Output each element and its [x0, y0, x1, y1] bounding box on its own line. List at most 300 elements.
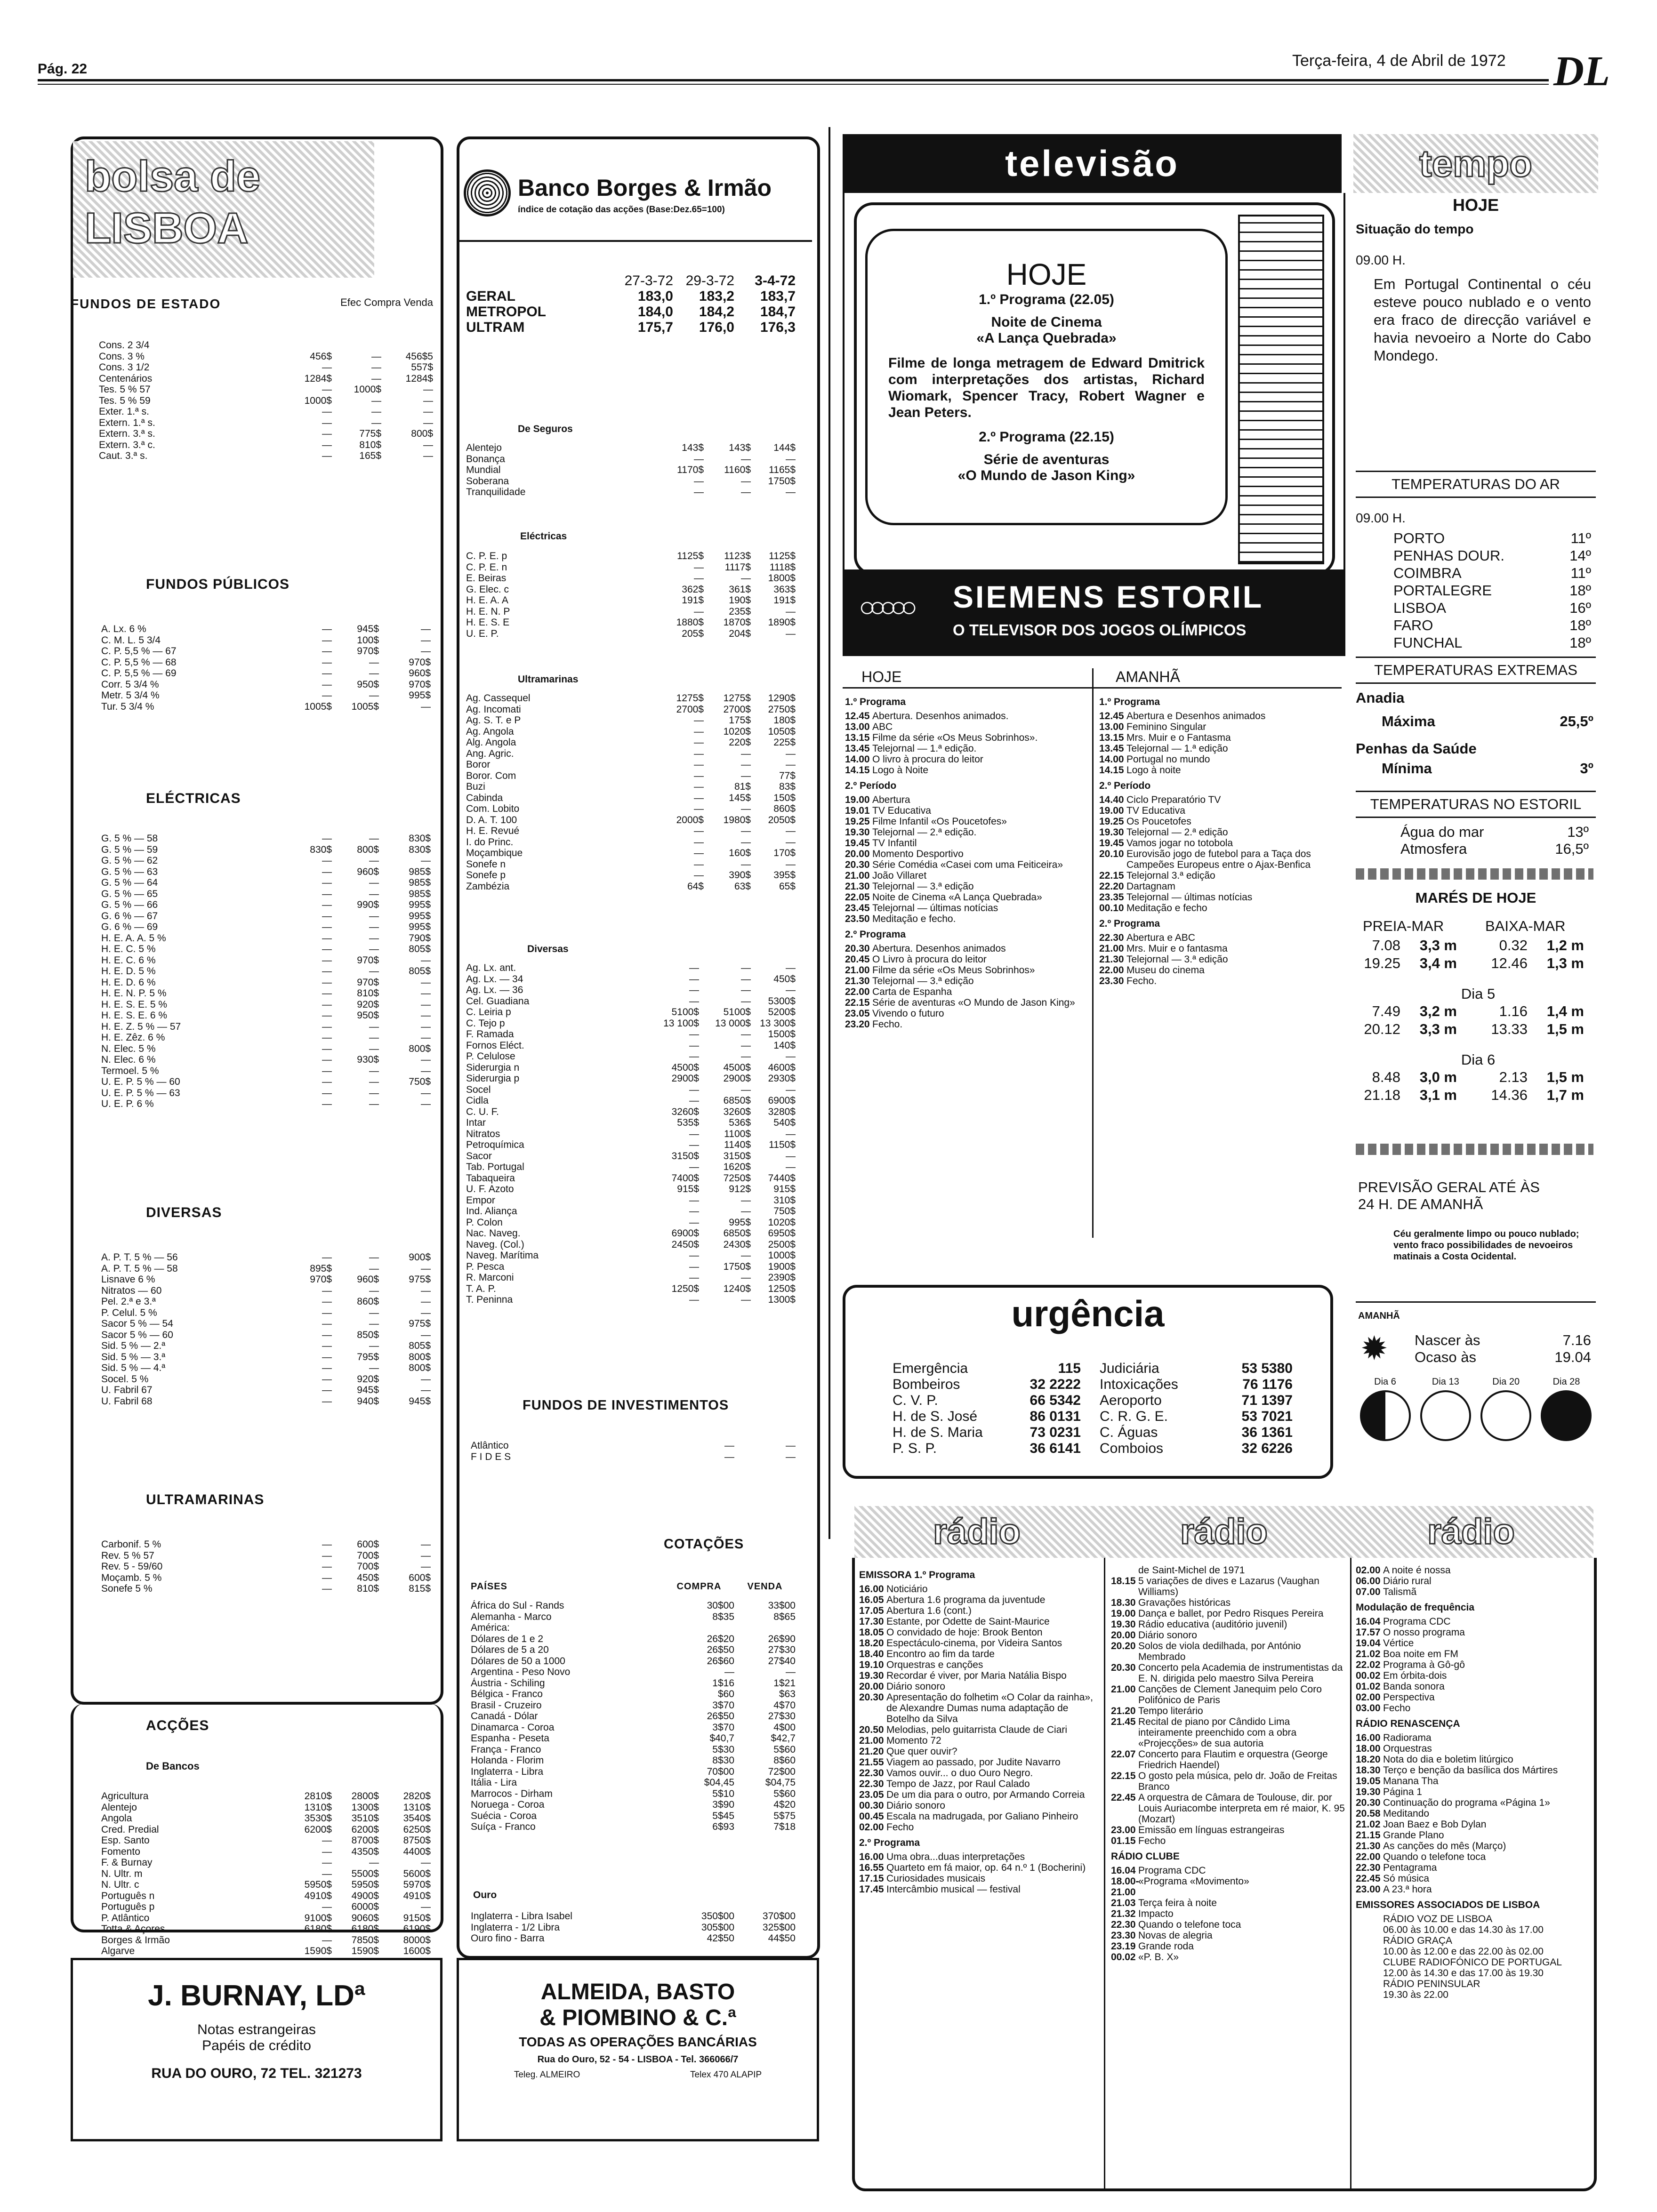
temperaturas-estoril-title: TEMPERATURAS NO ESTORIL	[1356, 791, 1596, 818]
extremas-block	[1356, 689, 1593, 777]
schedule-time: 20.50	[859, 1724, 884, 1735]
cell-value: —	[322, 1021, 332, 1032]
cell-value: —	[786, 825, 796, 836]
table-row	[471, 1600, 796, 1611]
cell-name: C. P. 5,5 % — 67	[101, 646, 177, 657]
cell-value: 1020$	[723, 726, 751, 737]
table-row	[101, 1054, 431, 1066]
cell-value: 2700$	[723, 704, 751, 715]
schedule-item	[1356, 1979, 1586, 1989]
cell-value: 3530$	[304, 1813, 332, 1824]
cell-value: $60	[717, 1689, 734, 1699]
schedule-desc: Os Poucetofes	[1126, 816, 1191, 827]
table-row	[101, 1088, 431, 1099]
cell-value: 190$	[729, 595, 751, 606]
urgencia-label: C. R. G. E.	[1100, 1409, 1168, 1424]
cell-name: A. P. T. 5 % — 56	[101, 1252, 178, 1263]
cell-value: 310$	[773, 1194, 796, 1206]
table-row	[466, 1228, 796, 1239]
schedule-desc: Fecho	[1138, 1835, 1166, 1846]
cell-value: 830$	[409, 844, 431, 855]
radio-column-3	[1356, 1565, 1586, 2000]
sun-icon: ✹	[1360, 1330, 1388, 1367]
cell-value: 2900$	[723, 1073, 751, 1084]
cell-value: 810$	[359, 439, 381, 450]
schedule-item	[845, 903, 1085, 914]
cell-name: Nitratos — 60	[101, 1285, 162, 1296]
schedule-time: 21.45	[1111, 1716, 1136, 1727]
cell-value: 140$	[773, 1040, 796, 1051]
cell-value: —	[322, 977, 332, 988]
cell-name: Noruega - Coroa	[471, 1799, 545, 1810]
cell-name: Bélgica - Franco	[471, 1689, 543, 1699]
schedule-time: 14.15	[1099, 765, 1124, 776]
schedule-desc: Abertura 1.6 programa da juventude	[886, 1595, 1046, 1605]
cell-name: G. 5 % — 66	[101, 899, 158, 910]
cell-name: H. E. N. P	[466, 606, 510, 617]
table-row	[466, 1184, 796, 1195]
schedule-desc: Apresentação do folhetim «O Colar da rainha», de Alexandre Dumas numa adaptação de Botelho da Silva	[886, 1692, 1093, 1724]
schedule-desc: Momento Desportivo	[872, 849, 964, 859]
cell-value: 6000$	[351, 1901, 379, 1912]
schedule-time: 21.20	[1111, 1706, 1136, 1716]
cell-value: 1600$	[403, 1946, 431, 1956]
schedule-time: 22.30	[859, 1768, 884, 1779]
cell-value: 205$	[682, 628, 704, 639]
cell-name: Atlântico	[471, 1440, 509, 1451]
cell-name: Alg. Angola	[466, 737, 516, 748]
radio-banner-text-2: rádio	[1180, 1512, 1268, 1552]
schedule-desc: Abertura 1.6 (cont.)	[886, 1605, 972, 1616]
cell-value: 1620$	[723, 1162, 751, 1172]
urgencia-label: Intoxicações	[1100, 1377, 1178, 1392]
cell-value: 1310$	[403, 1802, 431, 1813]
tv-set	[854, 202, 1335, 575]
urgencia-label: C. V. P.	[893, 1393, 938, 1408]
table-row	[101, 701, 431, 713]
table-row	[101, 1550, 431, 1562]
schedule-desc: de Saint-Michel de 1971	[1138, 1565, 1245, 1576]
cell-value: 700$	[357, 1561, 379, 1572]
cell-name: C. M. L. 5 3/4	[101, 634, 161, 646]
schedule-time: 13.45	[845, 743, 870, 754]
cell-value: 750$	[409, 1076, 431, 1087]
schedule-desc: Vértice	[1383, 1638, 1414, 1649]
cell-value: 70$00	[707, 1766, 734, 1777]
cell-value: —	[694, 561, 704, 573]
cell-name: Rev. 5 - 59/60	[101, 1561, 163, 1572]
cell-value: —	[369, 1307, 379, 1318]
schedule-item	[1356, 1873, 1586, 1884]
cell-value: 6190$	[403, 1923, 431, 1934]
schedule-time: 23.19	[1111, 1941, 1136, 1952]
cell-value: 1125$	[769, 551, 796, 561]
schedule-item	[1099, 743, 1339, 754]
cell-value: —	[421, 1539, 431, 1550]
borges-title: Banco Borges & Irmão	[518, 175, 772, 201]
cell-value: 3$70	[712, 1699, 734, 1711]
schedule-desc: Que quer ouvir?	[886, 1746, 957, 1757]
table-row	[466, 487, 796, 498]
cell-value: —	[694, 475, 704, 487]
cell-name: Petroquímica	[466, 1139, 524, 1150]
schedule-desc: O gosto pela música, pelo dr. João de Freitas Branco	[1138, 1771, 1337, 1792]
fundos-estado-section	[71, 297, 433, 462]
cell-value: —	[369, 1285, 379, 1296]
schedule-item	[1111, 1771, 1346, 1792]
tide-low-height: 1,3 m	[1546, 955, 1584, 971]
schedule-item	[1099, 754, 1339, 765]
schedule-item	[1099, 903, 1339, 914]
cell-value: —	[322, 668, 332, 679]
cell-value: —	[423, 417, 433, 428]
cell-name: P. Celul. 5 %	[101, 1307, 157, 1318]
cell-value: —	[724, 1667, 734, 1677]
schedule-time: 00.45	[859, 1811, 884, 1822]
cell-value: —	[322, 417, 332, 428]
cell-value: 995$	[409, 922, 431, 932]
cell-value: —	[369, 877, 379, 888]
cell-value: 1125$	[677, 551, 704, 561]
schedule-time: 14.40	[1099, 794, 1124, 805]
urgencia-number: 86 0131	[1030, 1409, 1081, 1424]
cell-value: 970$	[409, 657, 431, 668]
table-row	[466, 793, 796, 804]
schedule-time: 19.30	[859, 1670, 884, 1681]
cell-name: H. E. N. P. 5 %	[101, 988, 167, 999]
cell-value: 970$	[409, 679, 431, 690]
schedule-item	[1356, 1776, 1586, 1787]
table-row	[101, 1935, 431, 1946]
cell-value: 1310$	[304, 1802, 332, 1813]
table-row	[466, 985, 796, 996]
cell-value: 100$	[357, 634, 379, 646]
schedule-item	[1111, 1630, 1346, 1641]
schedule-desc: Fecho.	[1126, 976, 1157, 986]
cell-value: 8$35	[712, 1611, 734, 1622]
schedule-desc: Encontro ao fim da tarde	[886, 1649, 995, 1659]
cell-name: Com. Lobito	[466, 803, 520, 814]
cell-name: U. F. Azoto	[466, 1184, 514, 1194]
cell-value: —	[786, 1162, 796, 1172]
cell-name: Tab. Portugal	[466, 1162, 524, 1172]
cell-value: 1890$	[768, 617, 796, 628]
schedule-item	[859, 1822, 1099, 1833]
table-row	[466, 704, 796, 715]
schedule-time: 16.05	[859, 1595, 884, 1605]
cell-value: —	[369, 1318, 379, 1329]
schedule-desc: Filme da série «Os Meus Sobrinhos».	[872, 732, 1038, 743]
city-name: PENHAS DOUR.	[1393, 547, 1504, 564]
schedule-item	[1356, 1787, 1586, 1797]
schedule-heading: 1.º Programa	[1099, 697, 1160, 707]
schedule-time: 18.00-21.00	[1111, 1876, 1139, 1898]
table-row	[101, 833, 431, 844]
table-row	[466, 465, 796, 476]
cell-name: Ag. Lx. — 34	[466, 973, 523, 985]
cell-value: 700$	[357, 1550, 379, 1561]
schedule-item	[1111, 1952, 1346, 1963]
cell-value: —	[421, 1857, 431, 1868]
cell-value: 8$60	[773, 1755, 796, 1766]
cell-name: P. Colon	[466, 1217, 503, 1228]
cell-name: Ag. Lx. ant.	[466, 962, 516, 973]
schedule-heading: 2.º Programa	[1099, 918, 1160, 929]
schedule-time: 21.20	[859, 1746, 884, 1757]
cell-value: —	[322, 1901, 332, 1912]
cell-name: França - Franco	[471, 1744, 541, 1755]
cell-value: 191$	[773, 595, 796, 606]
cell-name: Ouro fino - Barra	[471, 1933, 545, 1944]
schedule-time: 19.30	[845, 827, 870, 838]
schedule-time: 23.00	[1356, 1884, 1381, 1895]
tide-high-height: 3,2 m	[1419, 1003, 1457, 1019]
cell-value: 1500$	[768, 1029, 796, 1040]
cell-value: —	[786, 1667, 796, 1677]
cell-value: —	[322, 932, 332, 944]
table-row	[471, 1711, 796, 1722]
cell-name: Alentejo	[466, 442, 502, 453]
schedule-item	[1356, 1565, 1586, 1576]
schedule-time: 19.05	[1356, 1776, 1381, 1787]
cell-value: —	[369, 1076, 379, 1087]
cell-value: 536$	[729, 1117, 751, 1128]
table-row	[466, 748, 796, 760]
table-row	[101, 635, 431, 646]
cell-value: 1$21	[773, 1677, 796, 1689]
cell-value: —	[421, 1098, 431, 1109]
cell-value: —	[322, 1362, 332, 1373]
schedule-time: 22.30	[1111, 1919, 1136, 1930]
cell-value: 363$	[773, 584, 796, 595]
tv-hoje-title: HOJE	[861, 668, 902, 685]
almeida-line3: Teleg. ALMEIRO	[514, 2070, 580, 2080]
cell-value: —	[322, 1395, 332, 1407]
cell-value: —	[322, 1561, 332, 1572]
table-row	[99, 450, 433, 462]
schedule-item	[859, 1692, 1099, 1724]
cell-value: —	[724, 1451, 734, 1462]
cell-value: —	[741, 1294, 751, 1305]
table-row	[101, 922, 431, 933]
cell-value: —	[369, 922, 379, 932]
schedule-item	[1356, 1627, 1586, 1638]
schedule-time: 19.25	[845, 816, 870, 827]
cell-value: 990$	[357, 899, 379, 910]
schedule-time: 16.00	[859, 1851, 884, 1862]
table-row	[466, 770, 796, 782]
cell-value: 2390$	[768, 1272, 796, 1283]
cell-value: —	[322, 1572, 332, 1583]
cell-value: 1000$	[304, 395, 332, 406]
cell-value: 6200$	[351, 1824, 379, 1835]
fundos-estado-title: FUNDOS DE ESTADO	[71, 297, 221, 311]
cell-value: —	[322, 1076, 332, 1087]
cell-name: Cons. 3 %	[99, 351, 145, 362]
schedule-desc: Filme Infantil «Os Poucetofes»	[872, 816, 1007, 827]
cell-value: 2450$	[671, 1239, 699, 1250]
cell-value: —	[369, 690, 379, 701]
cell-value: 1880$	[676, 617, 704, 628]
urgencia-row	[1100, 1361, 1293, 1377]
table-row	[101, 933, 431, 944]
schedule-item	[1356, 1638, 1586, 1649]
cell-value: 3150$	[671, 1150, 699, 1162]
schedule-time: 23.30	[1111, 1930, 1136, 1941]
schedule-item	[845, 943, 1085, 954]
schedule-desc: Joan Baez e Bob Dylan	[1383, 1819, 1487, 1830]
schedule-time: 22.30	[1099, 932, 1124, 943]
table-row	[471, 1821, 796, 1833]
cell-value: 815$	[409, 1583, 431, 1594]
tv-banner	[843, 134, 1342, 193]
temperature-value: 18º	[1569, 617, 1591, 633]
tempo-hora: 09.00 H.	[1356, 253, 1406, 267]
table-row	[101, 1374, 431, 1385]
newspaper-logo: DL	[1553, 48, 1610, 95]
schedule-desc: Fecho.	[872, 1019, 903, 1030]
schedule-time: 22.45	[1111, 1792, 1136, 1803]
schedule-item	[845, 892, 1085, 903]
table-row	[101, 955, 431, 966]
table-row	[466, 1117, 796, 1129]
table-row	[466, 1206, 796, 1217]
schedule-time: 23.50	[845, 914, 870, 924]
schedule-desc: Feminino Singular	[1126, 721, 1207, 732]
urgencia-number: 36 6141	[1030, 1441, 1081, 1456]
cell-value: 160$	[729, 848, 751, 858]
schedule-item	[859, 1605, 1099, 1616]
cell-value: 3510$	[351, 1813, 379, 1824]
cell-name: Pel. 2.ª e 3.ª	[101, 1296, 156, 1307]
cell-value: 995$	[729, 1217, 751, 1228]
table-row	[471, 1911, 796, 1922]
table-row	[101, 1561, 431, 1572]
schedule-time	[1356, 1989, 1383, 2000]
schedule-desc: Telejornal — últimas notícias	[872, 903, 998, 914]
electricas-table	[101, 833, 431, 1110]
cell-value: —	[741, 1250, 751, 1261]
cell-value: 775$	[359, 428, 381, 439]
table-row	[466, 962, 796, 974]
schedule-desc: Terço e benção da basílica dos Mártires	[1383, 1765, 1558, 1776]
schedule-item	[859, 1659, 1099, 1670]
cell-value: 5$30	[712, 1744, 734, 1755]
cell-value: —	[371, 406, 381, 417]
cell-name: Exter. 1.ª s.	[99, 406, 149, 417]
schedule-desc: Meditando	[1383, 1808, 1430, 1819]
cell-value: 915$	[773, 1184, 796, 1194]
schedule-desc: 19.30 às 22.00	[1383, 1989, 1448, 2000]
cell-value: —	[689, 1162, 699, 1172]
table-row	[471, 1811, 796, 1822]
cell-value: 4500$	[723, 1062, 751, 1073]
cell-value: —	[322, 450, 332, 461]
cell-value: 7440$	[768, 1172, 796, 1184]
schedule-time: 19.30	[1356, 1787, 1381, 1797]
cell-value: —	[322, 966, 332, 977]
schedule-desc: 06.00 às 10.00 e das 14.30 às 17.00	[1383, 1924, 1544, 1935]
cell-name: P. Celulose	[466, 1051, 515, 1062]
cell-value: 1284$	[405, 373, 433, 384]
cell-value: 995$	[409, 910, 431, 922]
schedule-desc: Viagem ao passado, por Judite Navarro	[886, 1757, 1061, 1768]
temperature-value: 18º	[1569, 634, 1591, 651]
moon-icon	[1360, 1390, 1411, 1441]
table-row	[466, 628, 796, 640]
cell-name: P. Atlântico	[101, 1912, 150, 1923]
schedule-item	[1099, 870, 1339, 881]
cotacoes-title: COTAÇÕES	[664, 1537, 744, 1552]
schedule-desc: João Villaret	[872, 870, 927, 881]
index-row	[466, 273, 796, 289]
tv-screen-p2a: Série de aventuras	[983, 452, 1110, 467]
table-row	[471, 1722, 796, 1733]
schedule-item	[845, 1008, 1085, 1019]
table-row	[471, 1656, 796, 1667]
table-row	[466, 693, 796, 704]
schedule-desc: RÁDIO GRAÇA	[1383, 1935, 1453, 1946]
table-row	[466, 1139, 796, 1151]
cell-name: METROPOL	[466, 304, 546, 320]
schedule-desc: Vivendo o futuro	[872, 1008, 944, 1019]
schedule-item	[1111, 1706, 1346, 1716]
cell-value: —	[786, 1451, 796, 1462]
cell-value: —	[421, 1561, 431, 1572]
schedule-time: 22.30	[859, 1779, 884, 1789]
tv-banner-text: televisão	[1005, 143, 1179, 184]
schedule-heading: EMISSORA 1.º Programa	[859, 1570, 975, 1580]
table-row	[466, 1007, 796, 1018]
schedule-desc: Terça feira à noite	[1138, 1898, 1217, 1908]
cell-value: 6850$	[723, 1095, 751, 1106]
schedule-time: 21.02	[1356, 1819, 1381, 1830]
maxima-value: 25,5º	[1560, 713, 1593, 729]
schedule-desc: TV Infantil	[872, 838, 917, 849]
cell-value: —	[369, 1065, 379, 1076]
cell-value: 995$	[409, 899, 431, 910]
cell-value: —	[689, 1095, 699, 1106]
schedule-desc: Vamos ouvir... o duo Ouro Negro.	[886, 1768, 1033, 1779]
tide-low-time: 2.13	[1499, 1069, 1528, 1085]
cell-value: —	[694, 737, 704, 748]
atmosfera-label: Atmosfera	[1400, 841, 1467, 857]
schedule-desc: Rádio educativa (auditório juvenil)	[1138, 1619, 1287, 1630]
cell-name: Tes. 5 % 59	[99, 395, 151, 406]
table-row	[471, 1788, 796, 1800]
cell-name: Tes. 5 % 57	[99, 384, 151, 395]
tide-high-height: 3,4 m	[1419, 955, 1457, 971]
cell-value: 144$	[773, 442, 796, 453]
schedule-time: 17.57	[1356, 1627, 1381, 1638]
schedule-heading: RÁDIO CLUBE	[1111, 1851, 1180, 1862]
schedule-desc: Nota do dia e boletim litúrgico	[1383, 1754, 1513, 1765]
cell-value: —	[786, 836, 796, 848]
cell-value: 3-4-72	[755, 273, 796, 289]
tide-low-height: 1,5 m	[1546, 1021, 1584, 1037]
schedule-item	[859, 1627, 1099, 1638]
page-number: Pág. 22	[38, 61, 88, 77]
cell-value: 143$	[682, 442, 704, 453]
schedule-desc: TV Educativa	[1126, 805, 1185, 816]
cell-value: —	[741, 487, 751, 497]
cell-value: —	[322, 1296, 332, 1307]
cell-name: Sacor 5 % — 54	[101, 1318, 173, 1329]
cell-value: —	[421, 701, 431, 712]
burnay-line3: RUA DO OURO, 72 TEL. 321273	[151, 2066, 362, 2081]
urgencia-number: 36 1361	[1241, 1425, 1293, 1440]
diversas-table	[101, 1252, 431, 1407]
